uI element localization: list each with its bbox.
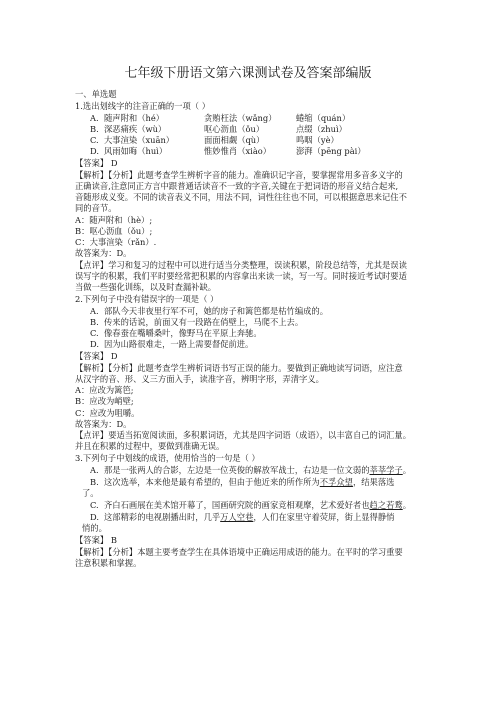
q3-analysis-line: 【解析】【分析】本题主要考查学生在具体语境中正确运用成语的能力。在平时的学习重要 [75, 547, 403, 557]
q2-analysis-line: 【点评】要适当拓宽阅读面，多积累词语，尤其是四字词语（成语），以丰富自己的词汇量。 [75, 430, 412, 440]
q1-answer: 【答案】 D [75, 158, 118, 168]
q2-stem: 2.下列句子中没有错误字的一项是（ ） [75, 294, 219, 304]
q1-analysis-line: 故答案为：D。 [75, 248, 132, 258]
q3-option-b-continued: 了。 [82, 488, 99, 498]
q2-analysis-line: 故答案为：D。 [75, 419, 132, 429]
underlined-idiom: 莘莘学子 [369, 465, 403, 475]
q3-analysis-line: 注意积累和掌握。 [75, 558, 142, 568]
q1-analysis-line: 【解析】【分析】此题考查学生辨析字音的能力。准确识记字音，要掌握常用多音多义字的 [75, 170, 403, 180]
q1-option-b: B. 深恶痛疾（wù） 呕心沥血（ǒu） 点缀（zhuì） [90, 124, 347, 134]
underlined-idiom: 趋之若鹜 [369, 500, 403, 510]
q3-option-c: C. 齐白石画展在美术馆开幕了，国画研究院的画家竞相观摩，艺术爱好者也趋之若鹜。 [90, 500, 412, 510]
section-heading: 一、单选题 [75, 89, 117, 99]
q1-analysis-line: A：随声附和（hè）; [75, 215, 153, 225]
q3-option-a: A. 那是一张两人的合影，左边是一位英俊的解放军战士，右边是一位文弱的莘莘学子。 [90, 465, 412, 475]
page-title: 七年级下册语文第六课测试卷及答案部编版 [124, 66, 372, 81]
q1-analysis-line: 正确读音,注意同正方言中跟普通话读音不一致的字音,关键在于把词语的形音义结合起来, [75, 181, 399, 191]
underlined-idiom: 万人空巷 [220, 512, 254, 522]
q3-option-d: D. 这部精彩的电视剧播出时，几乎万人空巷，人们在家里守着荧屏，街上显得静悄 [90, 512, 395, 522]
q1-option-a: A. 随声附和（hé） 贪贿枉法（wǎng） 蜷缩（quán） [90, 113, 351, 123]
q1-analysis-line: 误写字的积累，我们平时要经常把积累的内容拿出来读一读，写一写。同时接近考试时要适 [75, 271, 407, 281]
q2-analysis-line: 从汉字的音、形、义三方面入手，读准字音，辨明字形，弄清字义。 [75, 374, 324, 384]
q2-analysis-line: A：应改为篱笆; [75, 385, 134, 395]
q2-option-a: A. 部队今天非夜里行军不可，她的房子和篱笆都是枯竹编成的。 [90, 306, 329, 316]
q1-analysis-line: 【点评】学习和复习的过程中可以进行适当分类整理，误读积累，阶段总结等，尤其是误读 [75, 260, 407, 270]
q2-option-c: C. 像春蚕在嘴嚼桑叶，像野马在平原上奔驰。 [90, 328, 262, 338]
q3-option-b: B. 这次选举，本来他是最有希望的，但由于他近来的所作所为不孚众望，结果落选 [90, 477, 395, 487]
q3-option-d-continued: 悄的。 [82, 523, 107, 533]
q3-stem: 3.下列句子中划线的成语，使用恰当的一句是（ ） [75, 453, 260, 463]
q1-analysis-line: 音随形成义变。不同的读音表义不同，用法不同，词性往往也不同，可以根据意思来记住不 [75, 192, 407, 202]
q2-analysis-line: 并且在积累的过程中，要做到准确无误。 [75, 441, 225, 451]
q1-analysis-line: 同的音节。 [75, 203, 117, 213]
q2-analysis-line: B：应改为峭壁; [75, 396, 134, 406]
q2-analysis-line: C：应改为咀嚼。 [75, 408, 140, 418]
q2-answer: 【答案】 D [75, 351, 118, 361]
q2-option-d: D. 因为山路很难走，一路上需要督促前进。 [90, 339, 254, 349]
q1-analysis-line: B：呕心沥血（ǒu）; [75, 226, 153, 236]
q1-analysis-line: 当做一些强化训练，以及时查漏补缺。 [75, 282, 217, 292]
q1-analysis-line: C：大事渲染（rǎn）. [75, 237, 157, 247]
q3-answer: 【答案】 B [75, 535, 117, 545]
q2-analysis-line: 【解析】【分析】此题考查学生辨析词语书写正误的能力。要做到正确地读写词语，应注意 [75, 363, 403, 373]
q1-stem: 1.选出划线字的注音正确的一项（ ） [75, 101, 211, 111]
q1-option-c: C. 大事渲染（xuān） 面面相觑（qù） 鸣咽（yè） [90, 135, 339, 145]
q2-option-b: B. 传来的话说，前面又有一段路在俏壁上，马爬不上去。 [90, 317, 304, 327]
underlined-idiom: 不孚众望 [319, 477, 353, 487]
q1-option-d: D. 风雨如晦（huì） 惟妙惟肖（xiào） 澎湃（pēng pài） [90, 146, 366, 156]
